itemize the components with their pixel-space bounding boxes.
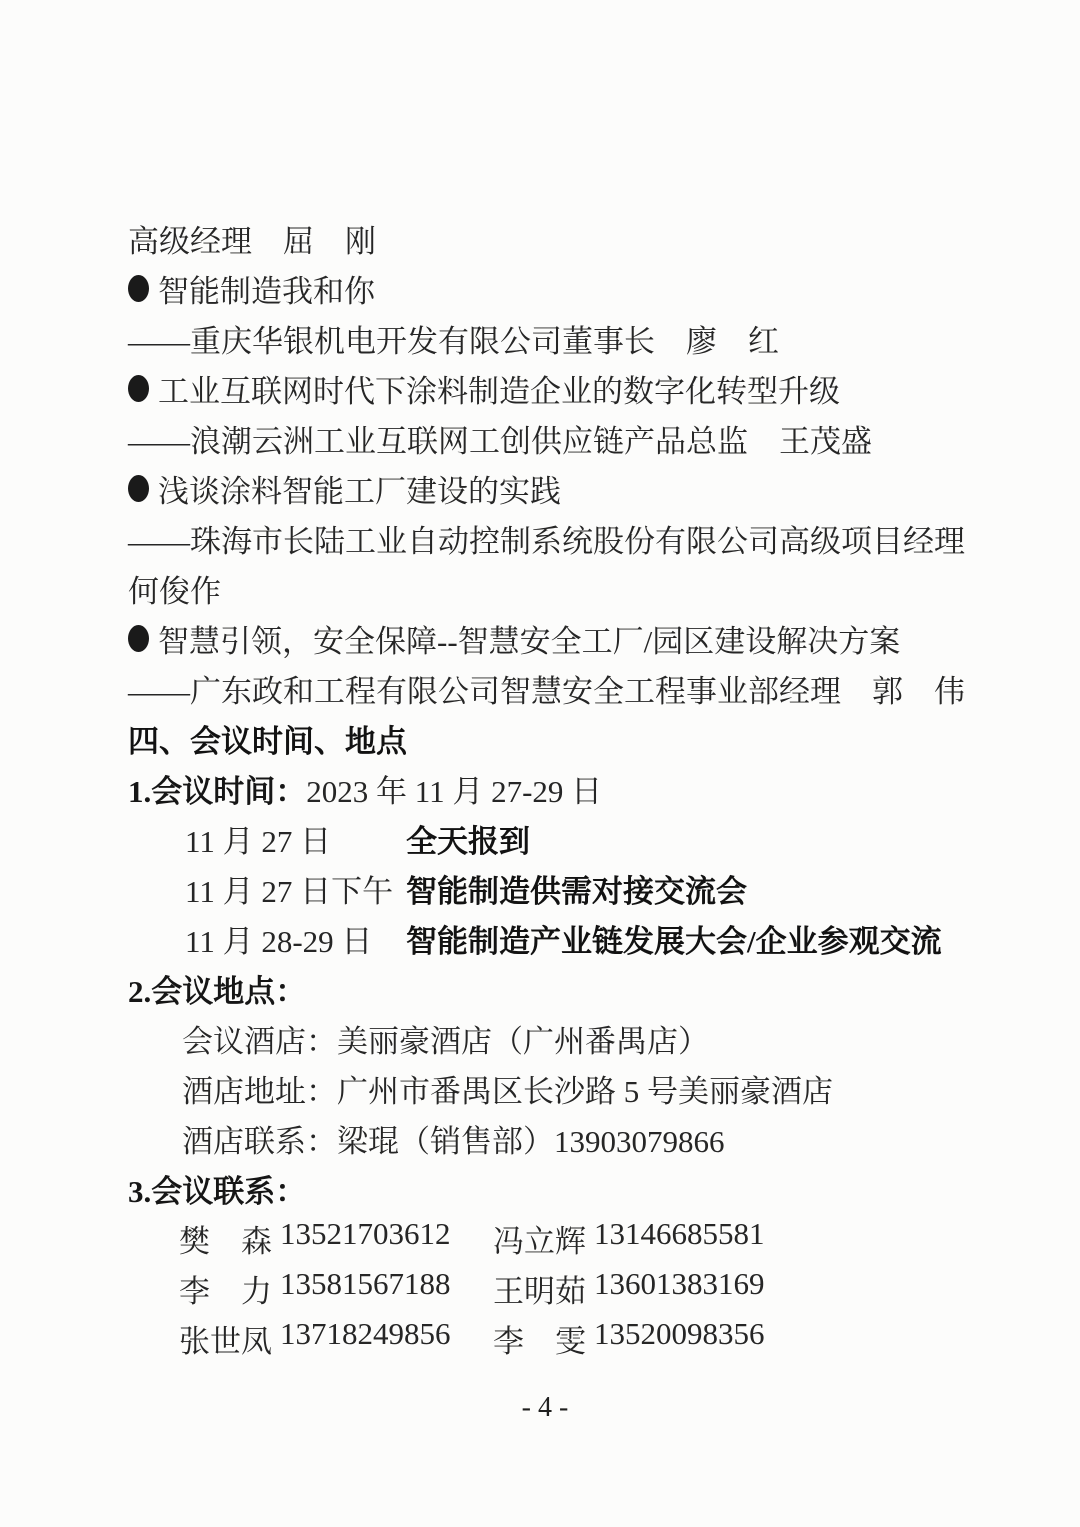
venue-address-text: 酒店地址：广州市番禺区长沙路 5 号美丽豪酒店 (182, 1073, 833, 1109)
agenda-title-text: 智能制造我和你 (158, 273, 375, 309)
contact-name: 冯立辉 (493, 1223, 586, 1259)
contacts-label-line (128, 1163, 962, 1213)
contact-row (179, 1263, 962, 1313)
venue-contact-text: 酒店联系：梁琨（销售部）13903079866 (182, 1123, 725, 1159)
contact-row (179, 1213, 962, 1263)
contact-phone: 13601383169 (594, 1265, 765, 1301)
bullet-icon (128, 275, 149, 302)
speaker-text: ——广东政和工程有限公司智慧安全工程事业部经理 郭 伟 (128, 673, 965, 709)
contact-name: 樊 森 (179, 1223, 272, 1259)
schedule-event: 智能制造产业链发展大会/企业参观交流 (406, 923, 942, 959)
agenda-title-text: 工业互联网时代下涂料制造企业的数字化转型升级 (158, 373, 840, 409)
contact-phone: 13521703612 (280, 1215, 451, 1251)
contact-phone: 13146685581 (594, 1215, 765, 1251)
venue-hotel-text: 会议酒店：美丽豪酒店（广州番禺店） (182, 1023, 709, 1059)
venue-address-line (182, 1063, 962, 1113)
section-heading (128, 713, 962, 763)
schedule-date: 11 月 28-29 日 (185, 923, 373, 959)
contact-name: 李 雯 (493, 1323, 586, 1359)
agenda-item-speaker (128, 663, 965, 713)
page-number-text: - 4 - (521, 1392, 569, 1423)
contact-cell (179, 1266, 493, 1311)
agenda-item-title (128, 463, 962, 513)
agenda-item-speaker (128, 313, 962, 363)
schedule-row (185, 813, 962, 863)
contact-row (179, 1313, 962, 1363)
page-number (128, 1383, 962, 1433)
page-content (128, 213, 965, 1433)
schedule-event: 全天报到 (406, 823, 530, 859)
speaker-title-text: 高级经理 屈 刚 (128, 223, 376, 259)
schedule-date: 11 月 27 日下午 (185, 873, 394, 909)
contacts-label: 3.会议联系： (128, 1173, 307, 1209)
bullet-icon (128, 475, 149, 502)
contact-cell (493, 1316, 765, 1361)
meeting-time-line (128, 763, 962, 813)
agenda-item-title (128, 363, 962, 413)
agenda-item-speaker-wrap (128, 563, 962, 613)
contact-phone: 13718249856 (280, 1315, 451, 1351)
contact-name: 李 力 (179, 1273, 272, 1309)
venue-contact-line (182, 1113, 962, 1163)
speaker-text: ——浪潮云洲工业互联网工创供应链产品总监 王茂盛 (128, 423, 872, 459)
agenda-item-title (128, 613, 962, 663)
contact-cell (179, 1216, 493, 1261)
schedule-date: 11 月 27 日 (185, 823, 332, 859)
contact-cell (493, 1216, 765, 1261)
speaker-text: 何俊作 (128, 573, 221, 609)
contact-cell (493, 1266, 765, 1311)
section-heading-text: 四、会议时间、地点 (128, 723, 407, 759)
agenda-title-text: 浅谈涂料智能工厂建设的实践 (158, 473, 561, 509)
agenda-item-speaker (128, 513, 965, 563)
speaker-text: ——重庆华银机电开发有限公司董事长 廖 红 (128, 323, 779, 359)
meeting-time-label: 1.会议时间： (128, 773, 307, 809)
venue-label-line (128, 963, 962, 1013)
contact-name: 王明茹 (493, 1273, 586, 1309)
bullet-icon (128, 625, 149, 652)
contact-phone: 13581567188 (280, 1265, 451, 1301)
schedule-row (185, 913, 962, 963)
bullet-icon (128, 375, 149, 402)
agenda-title-text: 智慧引领，安全保障--智慧安全工厂/园区建设解决方案 (158, 623, 901, 659)
contact-cell (179, 1316, 493, 1361)
meeting-time-value: 2023 年 11 月 27-29 日 (306, 773, 603, 809)
contact-name: 张世凤 (179, 1323, 272, 1359)
speaker-text: ——珠海市长陆工业自动控制系统股份有限公司高级项目经理 (128, 523, 965, 559)
contact-phone: 13520098356 (594, 1315, 765, 1351)
agenda-item-title (128, 263, 962, 313)
schedule-event: 智能制造供需对接交流会 (406, 873, 747, 909)
venue-label: 2.会议地点： (128, 973, 307, 1009)
venue-hotel-line (182, 1013, 962, 1063)
agenda-item-speaker (128, 413, 962, 463)
agenda-continued-line (128, 213, 962, 263)
schedule-row (185, 863, 962, 913)
